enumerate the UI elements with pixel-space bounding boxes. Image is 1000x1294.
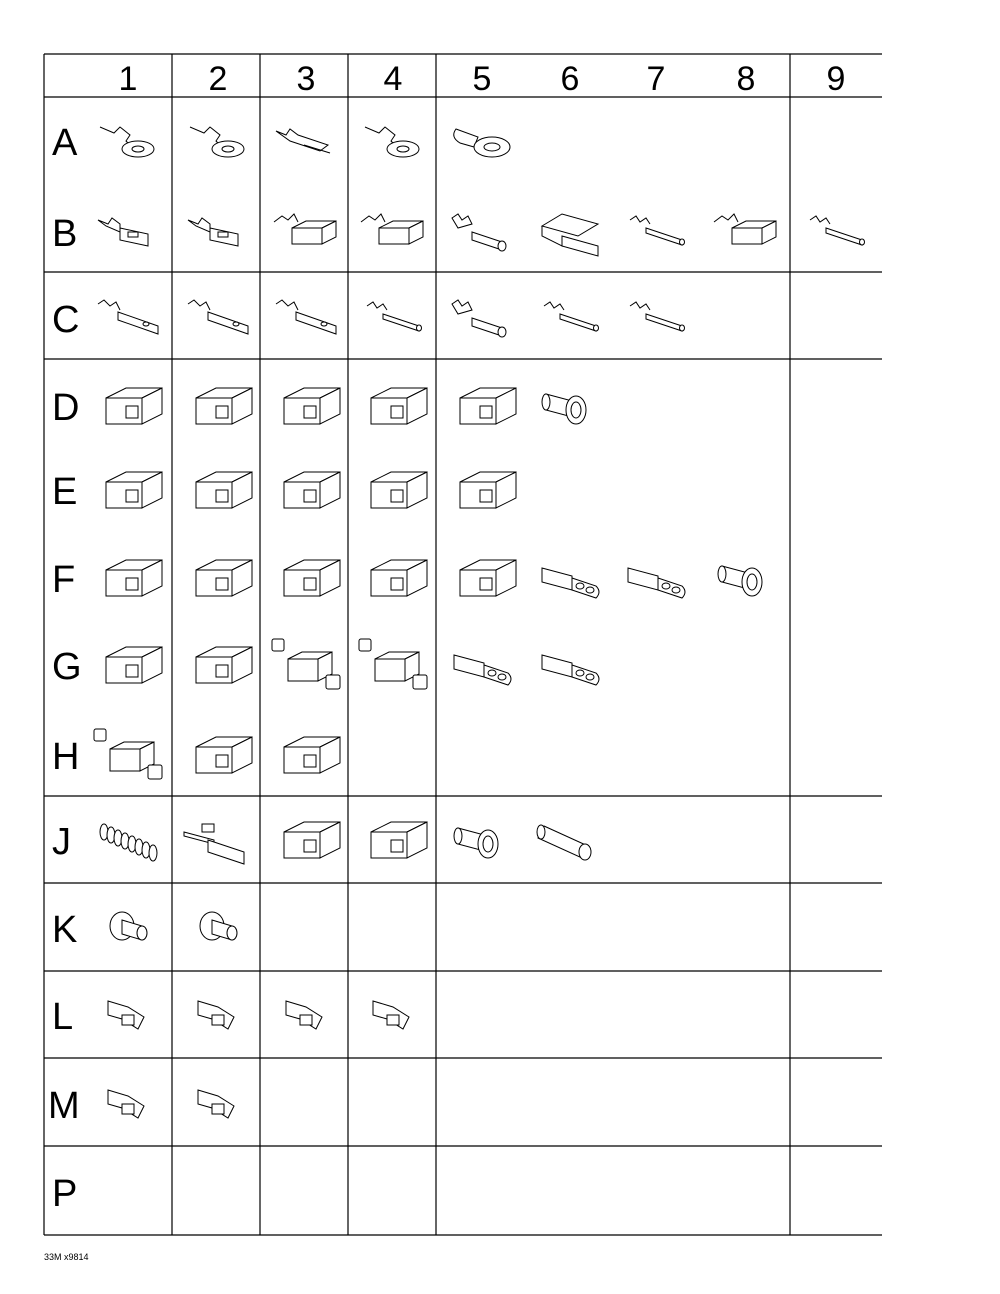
round-connector-icon	[542, 394, 586, 424]
column-header: 6	[560, 60, 580, 98]
row-label: J	[52, 821, 71, 863]
row-labels	[48, 122, 82, 1215]
row-label: M	[48, 1085, 80, 1127]
connector-housing-icon	[284, 388, 340, 424]
connector-housing-icon	[371, 472, 427, 508]
column-header: 8	[736, 60, 756, 98]
grommet-sleeve-icon	[100, 824, 157, 861]
connector-housing-icon	[371, 560, 427, 596]
connector-housing-icon	[284, 472, 340, 508]
connector-housing-icon	[106, 472, 162, 508]
connector-housing-icon	[196, 388, 252, 424]
pin-terminal-icon	[630, 216, 685, 245]
cylinder-cap-icon	[537, 825, 591, 860]
column-header: 4	[383, 60, 403, 98]
clip-icon	[286, 1001, 322, 1029]
blade-terminal-icon	[98, 300, 158, 334]
connector-drawings	[94, 127, 865, 1118]
ring-terminal-icon	[100, 127, 154, 157]
butt-terminal-icon	[452, 300, 506, 337]
sealed-connector-icon	[628, 568, 685, 598]
connector-housing-icon	[371, 388, 427, 424]
connector-housing-icon	[371, 822, 427, 858]
column-header: 1	[118, 60, 138, 98]
row-label: K	[52, 909, 78, 951]
pin-terminal-icon	[810, 216, 865, 245]
row-label: F	[52, 559, 76, 601]
insulated-ring-terminal-icon	[454, 129, 510, 157]
column-header: 7	[646, 60, 666, 98]
pin-terminal-icon	[630, 302, 685, 331]
bulb-holder-icon	[110, 912, 147, 940]
fuse-holder-icon	[184, 824, 244, 864]
row-label: A	[52, 122, 78, 164]
row-label: H	[52, 736, 80, 778]
connector-housing-icon	[196, 737, 252, 773]
flag-terminal-icon	[188, 218, 238, 246]
sealed-connector-icon	[454, 655, 511, 685]
column-header: 2	[208, 60, 228, 98]
connector-with-seal-icon	[94, 729, 162, 779]
clip-icon	[373, 1001, 409, 1029]
connector-housing-icon	[460, 560, 516, 596]
row-label: C	[52, 299, 80, 341]
clip-icon	[198, 1090, 234, 1118]
box-terminal-icon	[361, 214, 423, 244]
connector-housing-icon	[106, 388, 162, 424]
row-label: D	[52, 387, 80, 429]
box-terminal-icon	[274, 214, 336, 244]
connector-housing-icon	[106, 560, 162, 596]
connector-housing-icon	[196, 560, 252, 596]
butt-terminal-icon	[452, 214, 506, 251]
connector-housing-icon	[460, 388, 516, 424]
ring-terminal-icon	[365, 127, 419, 157]
row-label: L	[52, 996, 74, 1038]
connector-housing-icon	[284, 560, 340, 596]
sealed-connector-icon	[542, 655, 599, 685]
round-connector-icon	[454, 828, 498, 858]
connector-housing-icon	[460, 472, 516, 508]
row-label: B	[52, 213, 78, 255]
blade-terminal-icon	[276, 300, 336, 334]
ring-terminal-icon	[190, 127, 244, 157]
round-connector-icon	[718, 566, 762, 596]
insulated-flag-terminal-icon	[542, 214, 598, 256]
connector-housing-icon	[196, 472, 252, 508]
clip-icon	[108, 1090, 144, 1118]
column-header: 9	[826, 60, 846, 98]
connector-with-seal-icon	[272, 639, 340, 689]
connector-housing-icon	[196, 647, 252, 683]
spade-terminal-icon	[276, 129, 330, 153]
connector-housing-icon	[284, 737, 340, 773]
row-label: E	[52, 471, 78, 513]
connector-housing-icon	[284, 822, 340, 858]
clip-icon	[198, 1001, 234, 1029]
sealed-connector-icon	[542, 568, 599, 598]
blade-terminal-icon	[188, 300, 248, 334]
diagram-code: 33M x9814	[44, 1252, 89, 1262]
pin-terminal-icon	[544, 302, 599, 331]
column-headers	[119, 60, 846, 98]
row-label: G	[52, 646, 82, 688]
column-header: 5	[472, 60, 492, 98]
column-header: 3	[296, 60, 316, 98]
connector-housing-icon	[106, 647, 162, 683]
box-terminal-icon	[714, 214, 776, 244]
row-label: P	[52, 1173, 78, 1215]
clip-icon	[108, 1001, 144, 1029]
pin-terminal-icon	[367, 302, 422, 331]
flag-terminal-icon	[98, 218, 148, 246]
connector-with-seal-icon	[359, 639, 427, 689]
bulb-holder-icon	[200, 912, 237, 940]
